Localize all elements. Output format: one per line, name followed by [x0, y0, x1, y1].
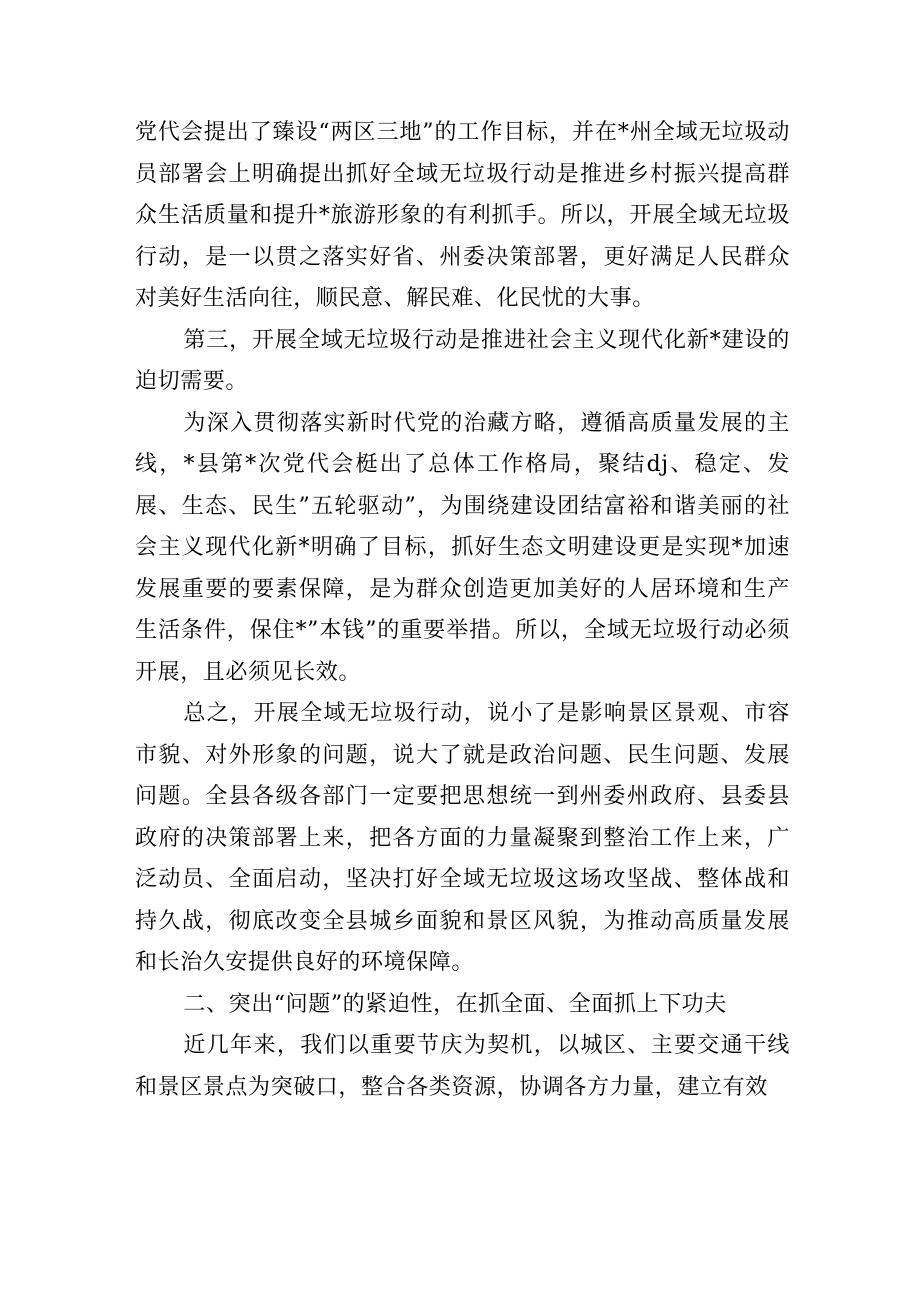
section-heading-two: 二、突出“问题”的紧迫性，在抓全面、全面抓上下功夫 — [183, 991, 727, 1017]
paragraph-recent-years: 近几年来，我们以重要节庆为契机，以城区、主要交通干线和景区景点为突破口，整合各类资源，协调各方力量，建立有效 — [135, 1033, 790, 1100]
section-point-three: 第三，开展全域无垃圾行动是推进社会主义现代化新*建设的迫切需要。 — [135, 327, 790, 394]
paragraph-summary: 总之，开展全域无垃圾行动，说小了是影响景区景观、市容市貌、对外形象的问题，说大了就是政治问题、民生问题、发展问题。全县各级各部门一定要把思想统一到州委州政府、县委县政府的决策部署上来，把各方面的力量凝聚到整治工作上来，广泛动员、全面启动，坚决打好全域无垃圾这场攻坚战、整体战和持久战，彻底改变全县城乡面貌和景区风貌，为推动高质量发展和长治久安提供良好的环境保障。 — [135, 701, 790, 975]
paragraph-continuation: 党代会提出了臻设“两区三地”的工作目标，并在*州全域无垃圾动员部署会上明确提出抓好全域无垃圾行动是推进乡村振兴提高群众生活质量和提升*旅游形象的有利抓手。所以，开展全域无垃圾行动，是一以贯之落实好省、州委决策部署，更好满足人民群众对美好生活向往，顺民意、解民难、化民忧的大事。 — [135, 120, 790, 311]
body-text — [135, 112, 790, 1108]
paragraph-strategy: 为深入贯彻落实新时代党的治藏方略，遵循高质量发展的主线，*县第*次党代会梃出了总体工作格局，聚结dj、稳定、发展、生态、民生”五轮驱动”，为围绕建设团结富裕和谐美丽的社会主义现代化新*明确了目标，抓好生态文明建设更是实现*加速发展重要的要素保障，是为群众创造更加美好的人居环境和生产生活条件，保住*”本钱”的重要举措。所以，全域无垃圾行动必须开展，且必须见长效。 — [135, 410, 790, 685]
